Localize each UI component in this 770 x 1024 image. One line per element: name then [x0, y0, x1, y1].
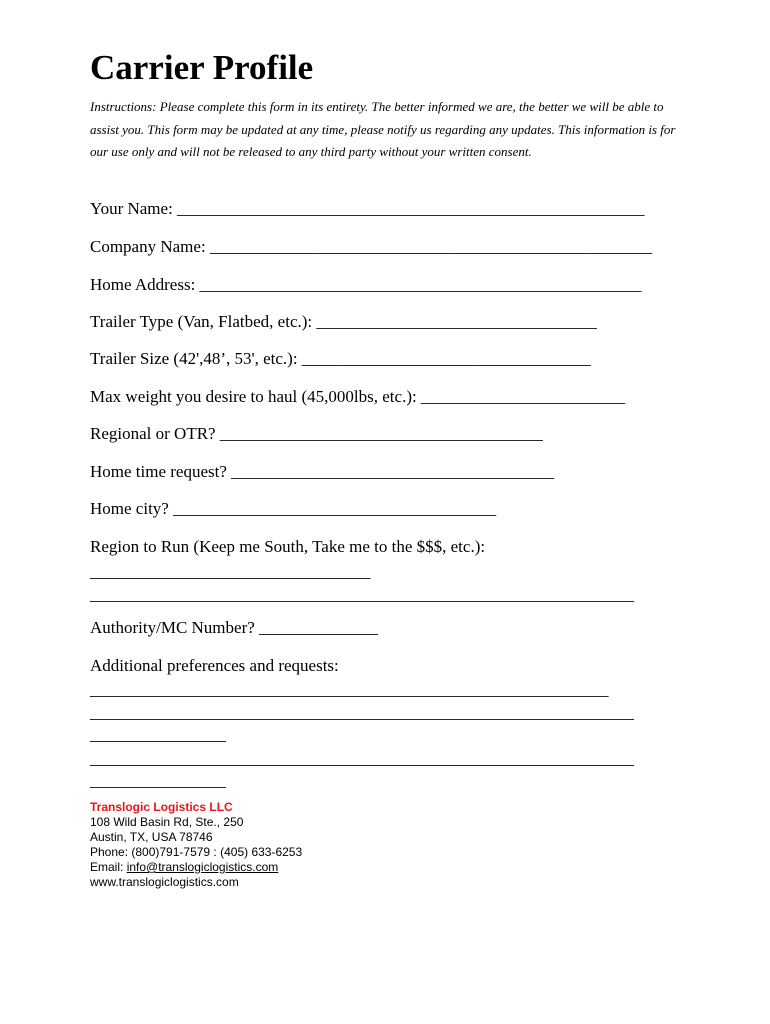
address-line-1: 108 Wild Basin Rd, Ste., 250	[90, 815, 244, 829]
preferences-line-4[interactable]: ________________________________________________________________	[90, 749, 634, 768]
additional-preferences-label: Additional preferences and requests:	[90, 656, 339, 675]
preferences-line-5[interactable]: ________________	[90, 771, 226, 790]
home-time-field[interactable]: Home time request? ______________________________________	[90, 462, 555, 481]
preferences-line-1[interactable]: _____________________________________________________________	[90, 680, 609, 699]
authority-mc-field[interactable]: Authority/MC Number? ______________	[90, 618, 379, 637]
trailer-size-field[interactable]: Trailer Size (42',48’, 53', etc.): __________________________________	[90, 349, 591, 368]
page-title: Carrier Profile	[90, 48, 314, 87]
company-name: Translogic Logistics LLC	[90, 800, 233, 814]
company-name-field[interactable]: Company Name: ____________________________________________________	[90, 237, 652, 256]
your-name-field[interactable]: Your Name: _______________________________________________________	[90, 199, 645, 218]
company-footer	[90, 800, 302, 890]
phone-line: Phone: (800)791-7579 : (405) 633-6253	[90, 845, 303, 859]
trailer-type-field[interactable]: Trailer Type (Van, Flatbed, etc.): _________________________________	[90, 312, 597, 331]
region-answer-line-2[interactable]: ________________________________________________________________	[90, 585, 634, 604]
max-weight-field[interactable]: Max weight you desire to haul (45,000lbs, etc.): ________________________	[90, 387, 625, 406]
regional-otr-field[interactable]: Regional or OTR? ______________________________________	[90, 424, 543, 443]
region-to-run-label: Region to Run (Keep me South, Take me to the $$$, etc.):	[90, 537, 486, 556]
website-link[interactable]: www.translogiclogistics.com	[90, 875, 239, 889]
email-link[interactable]: info@translogiclogistics.com	[126, 860, 279, 874]
preferences-line-3[interactable]: ________________	[90, 725, 226, 744]
preferences-line-2[interactable]: ________________________________________________________________	[90, 703, 634, 722]
home-city-field[interactable]: Home city? ______________________________________	[90, 499, 497, 518]
instructions-paragraph: Instructions: Please complete this form in its entirety. The better informed we are, the better we will be able to assist you. This form may be updated at any time, please notify us regarding any updates. This information is for our use only and will not be released to any third party without your written consent.	[90, 99, 676, 159]
email-label: Email:	[90, 860, 127, 874]
region-answer-line-1[interactable]: _________________________________	[90, 562, 371, 581]
address-line-2: Austin, TX, USA 78746	[90, 830, 213, 844]
email-line	[90, 860, 302, 875]
home-address-field[interactable]: Home Address: ____________________________________________________	[90, 275, 642, 294]
